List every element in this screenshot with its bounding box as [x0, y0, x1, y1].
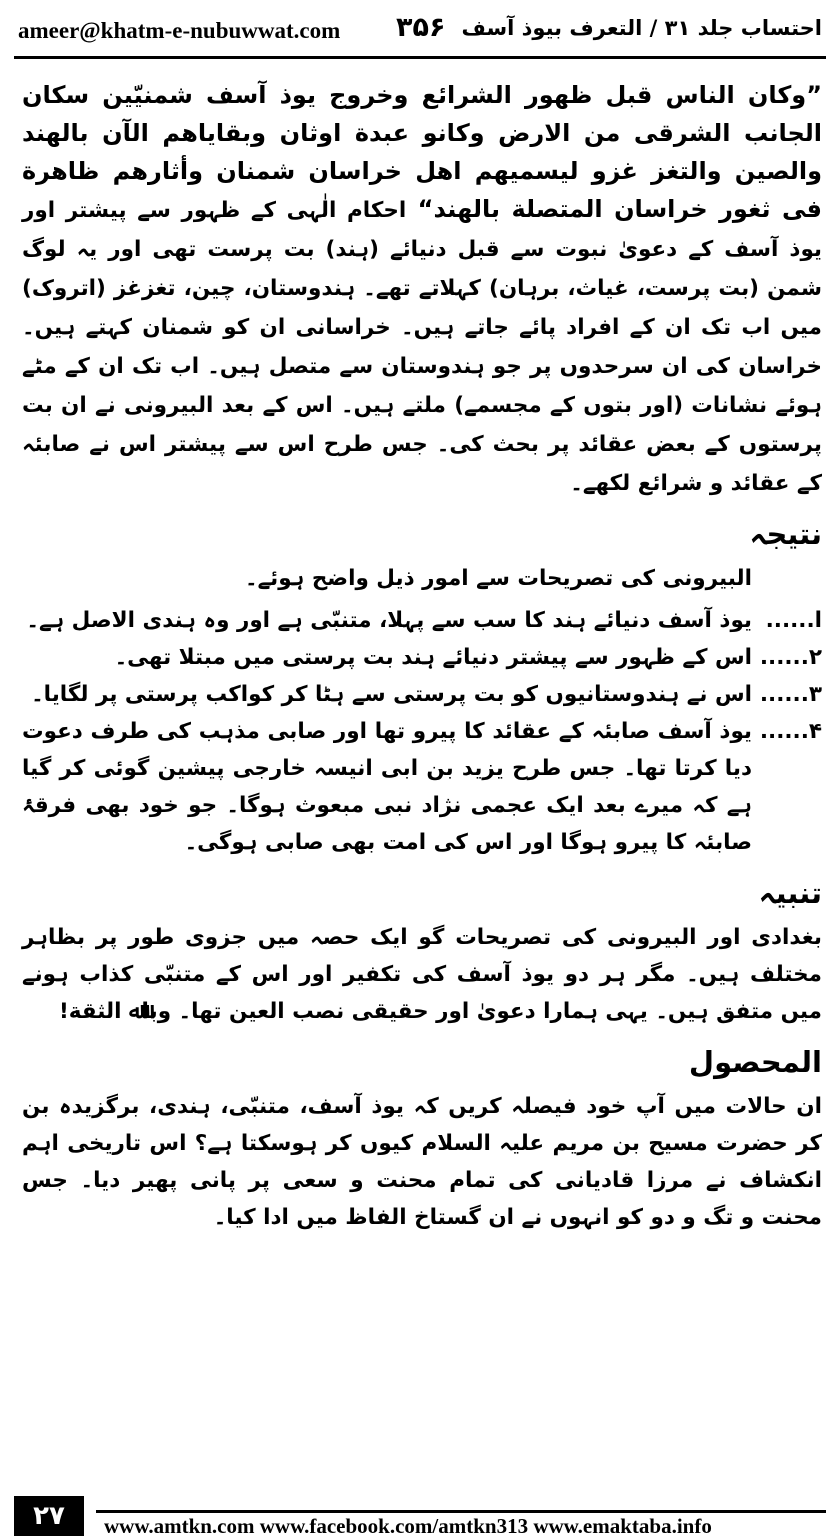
- list-item-text: یوذ آسف صابئہ کے عقائد کا پیرو تھا اور صابی مذہب کی طرف دعوت دیا کرتا تھا۔ جس طرح یزید بن ابی انیسہ خارجی پیشین گوئی کر گیا ہے کہ میرے بعد ایک عجمی نژاد نبی مبعوث ہوگا۔ جو خود بھی فرقۂ صابئہ کا پیرو ہوگا اور اس کی امت بھی صابی ہوگی۔: [22, 719, 752, 855]
- heading-tanbeeh: تنبیہ: [758, 876, 822, 910]
- list-item: [22, 676, 822, 713]
- footer-links: www.amtkn.com www.facebook.com/amtkn313 www.emaktaba.info: [104, 1514, 712, 1538]
- urdu-translation: احکام الٰہی کے ظہور سے پیشتر اور یوذ آسف کے دعویٰ نبوت سے قبل دنیائے (ہند) بت پرست تھی اور یہ لوگ شمن (بت پرست، غیاث، برہان) کہلاتے تھے۔ ہندوستان، چین، تغزغز (اتروک) میں اب تک ان کے افراد پائے جاتے ہیں۔ خراسانی ان کو شمنان کہتے ہیں۔ خراسان کی ان سرحدوں پر جو ہندوستان سے متصل ہیں۔ اب تک ان کے مٹے ہوئے نشانات (اور بتوں کے مجسمے) ملتے ہیں۔ اس کے بعد البیرونی نے ان بت پرستوں کے بعض عقائد پر بحث کی۔ جس طرح اس سے پیشتر اس نے صابئہ کے عقائد و شرائع لکھے۔: [22, 198, 822, 496]
- list-item-number: ا......: [765, 608, 822, 633]
- header-email: ameer@khatm-e-nubuwwat.com: [18, 18, 341, 43]
- heading-mahsool: المحصول: [688, 1045, 822, 1079]
- list-item-text: اس کے ظہور سے پیشتر دنیائے ہند بت پرستی میں مبتلا تھی۔: [114, 645, 752, 670]
- page-header: [18, 10, 822, 50]
- heading-natija: نتیجہ: [749, 517, 822, 551]
- natija-intro: البیرونی کی تصریحات سے امور ذیل واضح ہوئے۔: [244, 566, 752, 591]
- header-page-number: ۳۵۶: [396, 12, 446, 43]
- list-item: [22, 602, 822, 639]
- tanbeeh-text: بغدادی اور البیرونی کی تصریحات گو ایک حصہ میں جزوی طور پر بظاہر مختلف ہیں۔ مگر ہر دو یوذ آسف کی تکفیر اور اس کے متنبّی کذاب ہونے میں متفق ہیں۔ یہی ہمارا دعویٰ اور حقیقی نصب العین تھا۔ وباﷲ الثقة!: [22, 925, 822, 1024]
- list-item-text: اس نے ہندوستانیوں کو بت پرستی سے ہٹا کر کواکب پرستی پر لگایا۔: [31, 682, 752, 707]
- page-footer: [14, 1501, 826, 1538]
- list-item-text: یوذ آسف دنیائے ہند کا سب سے پہلا، متنبّی ہے اور وہ ہندی الاصل ہے۔: [26, 608, 752, 633]
- list-item: [22, 713, 822, 861]
- footer-page-number: ۲۷: [14, 1496, 84, 1536]
- list-item-number: ۴......: [759, 719, 822, 744]
- arabic-quote: [22, 76, 822, 502]
- footer-rule: [96, 1510, 826, 1513]
- page-content: [22, 76, 822, 1236]
- list-item: [22, 639, 822, 676]
- arabic-quote-text: ”وكان الناس قبل ظهور الشرائع وخروج يوذ آسف شمنيّين سكان الجانب الشرقى من الارض وكانو عبدة اوثان وبقاياهم الآن بالهند والصين والتغز غزو ليسميهم اهل خراسان شمنان وأثارهم ظاهرة فى ثغور خراسان المتصلة بالهند“: [22, 81, 822, 223]
- header-book-title: احتساب جلد ۳۱ / التعرف بیوذ آسف: [461, 16, 822, 40]
- list-item-number: ۲......: [759, 645, 822, 670]
- header-rule: [14, 56, 826, 59]
- list-item-number: ۳......: [759, 682, 822, 707]
- mahsool-text: ان حالات میں آپ خود فیصلہ کریں کہ یوذ آسف، متنبّی، ہندی، برگزیدہ بن کر حضرت مسیح بن مریم علیہ السلام کیوں کر ہوسکتا ہے؟ اس تاریخی اہم انکشاف نے مرزا قادیانی کی تمام محنت و سعی پر پانی پھیر دیا۔ جس محنت و تگ و دو کو انہوں نے ان گستاخ الفاظ میں ادا کیا۔: [22, 1094, 822, 1230]
